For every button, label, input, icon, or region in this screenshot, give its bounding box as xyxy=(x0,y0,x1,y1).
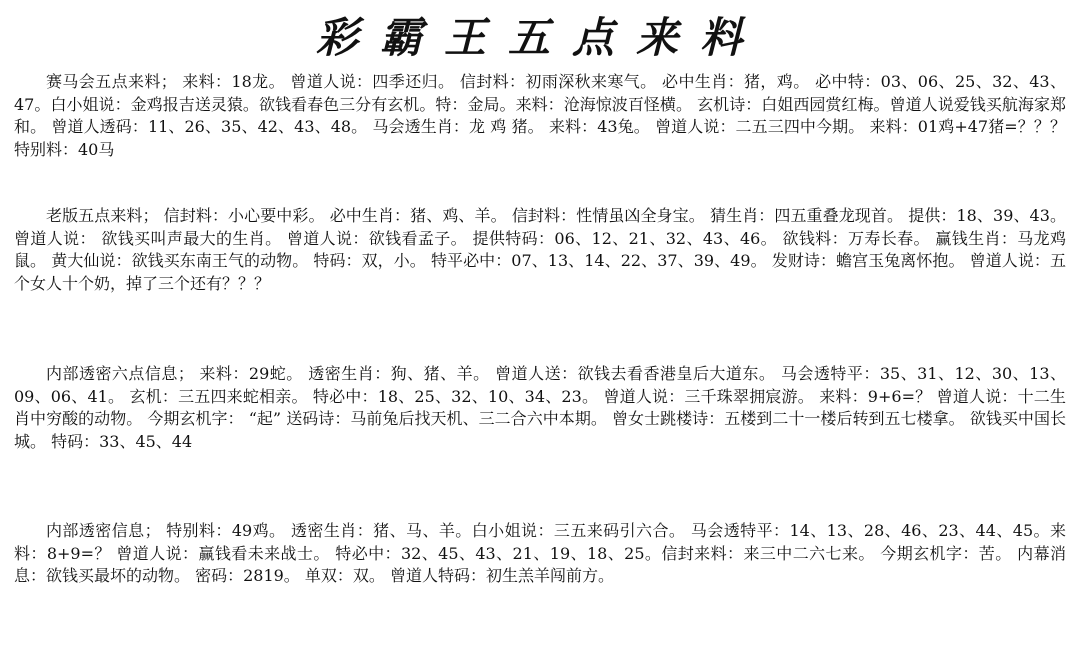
section-text: 赛马会五点来料； 来料：18龙。 曾道人说：四季还归。 信封料：初雨深秋来寒气。 必中生肖：猪，鸡。 必中特：03、06、25、32、43、47。白小姐说：金鸡报吉送灵猿。欲钱看春色三分有玄机。特：金局。来料：沧海惊波百怪横。 玄机诗：白姐西园赏红梅。曾道人说爱钱买航海家郑和。 曾道人透码：11、26、35、42、43、48。 马会透生肖：龙 鸡 猪。 来料：43兔。 曾道人说：二五三四中今期。 来料：01鸡+47猪=？？？ 特别料：40马 xyxy=(14,72,1066,159)
section-inside-info xyxy=(14,520,1066,588)
section-text: 老版五点来料； 信封料：小心要中彩。 必中生肖：猪、鸡、羊。 信封料：性情虽凶全身宝。 猜生肖：四五重叠龙现首。 提供：18、39、43。 曾道人说： 欲钱买叫声最大的生肖。 曾道人说：欲钱看孟子。 提供特码：06、12、21、32、43、46。 欲钱料：万寿长春。 赢钱生肖：马龙鸡鼠。 黄大仙说：欲钱买东南王气的动物。 特码：双，小。 特平必中：07、13、14、22、37、39、49。 发财诗：蟾宫玉兔离怀抱。 曾道人说：五个女人十个奶，掉了三个还有？？？ xyxy=(14,206,1066,293)
section-horse-club-five-oclock xyxy=(14,71,1066,161)
section-inside-six-oclock xyxy=(14,363,1066,453)
page-title: 彩霸王五点来料 xyxy=(315,13,764,62)
section-text: 内部透密信息； 特别料：49鸡。 透密生肖：猪、马、羊。白小姐说：三五来码引六合。 马会透特平：14、13、28、46、23、44、45。来料：8+9=？ 曾道人说：赢钱看未来战士。 特必中：32、45、43、21、19、18、25。信封来料：来三中二六七来。 今期玄机字：苦。 内幕消息：欲钱买最坏的动物。 密码：2819。 单双：双。 曾道人特码：初生羔羊闯前方。 xyxy=(14,521,1066,585)
section-old-edition-five-oclock xyxy=(14,205,1066,295)
section-text: 内部透密六点信息； 来料：29蛇。 透密生肖：狗、猪、羊。 曾道人送：欲钱去看香港皇后大道东。 马会透特平：35、31、12、30、13、09、06、41。 玄机：三五四来蛇相亲。 特必中：18、25、32、10、34、23。 曾道人说：三千珠翠拥宸游。 来料：9+6=？ 曾道人说：十二生肖中穷酸的动物。 今期玄机字： “起” 送码诗：马前兔后找天机、三二合六中本期。 曾女士跳楼诗：五楼到二十一楼后转到五七楼拿。 欲钱买中国长城。 特码：33、45、44 xyxy=(14,364,1066,451)
